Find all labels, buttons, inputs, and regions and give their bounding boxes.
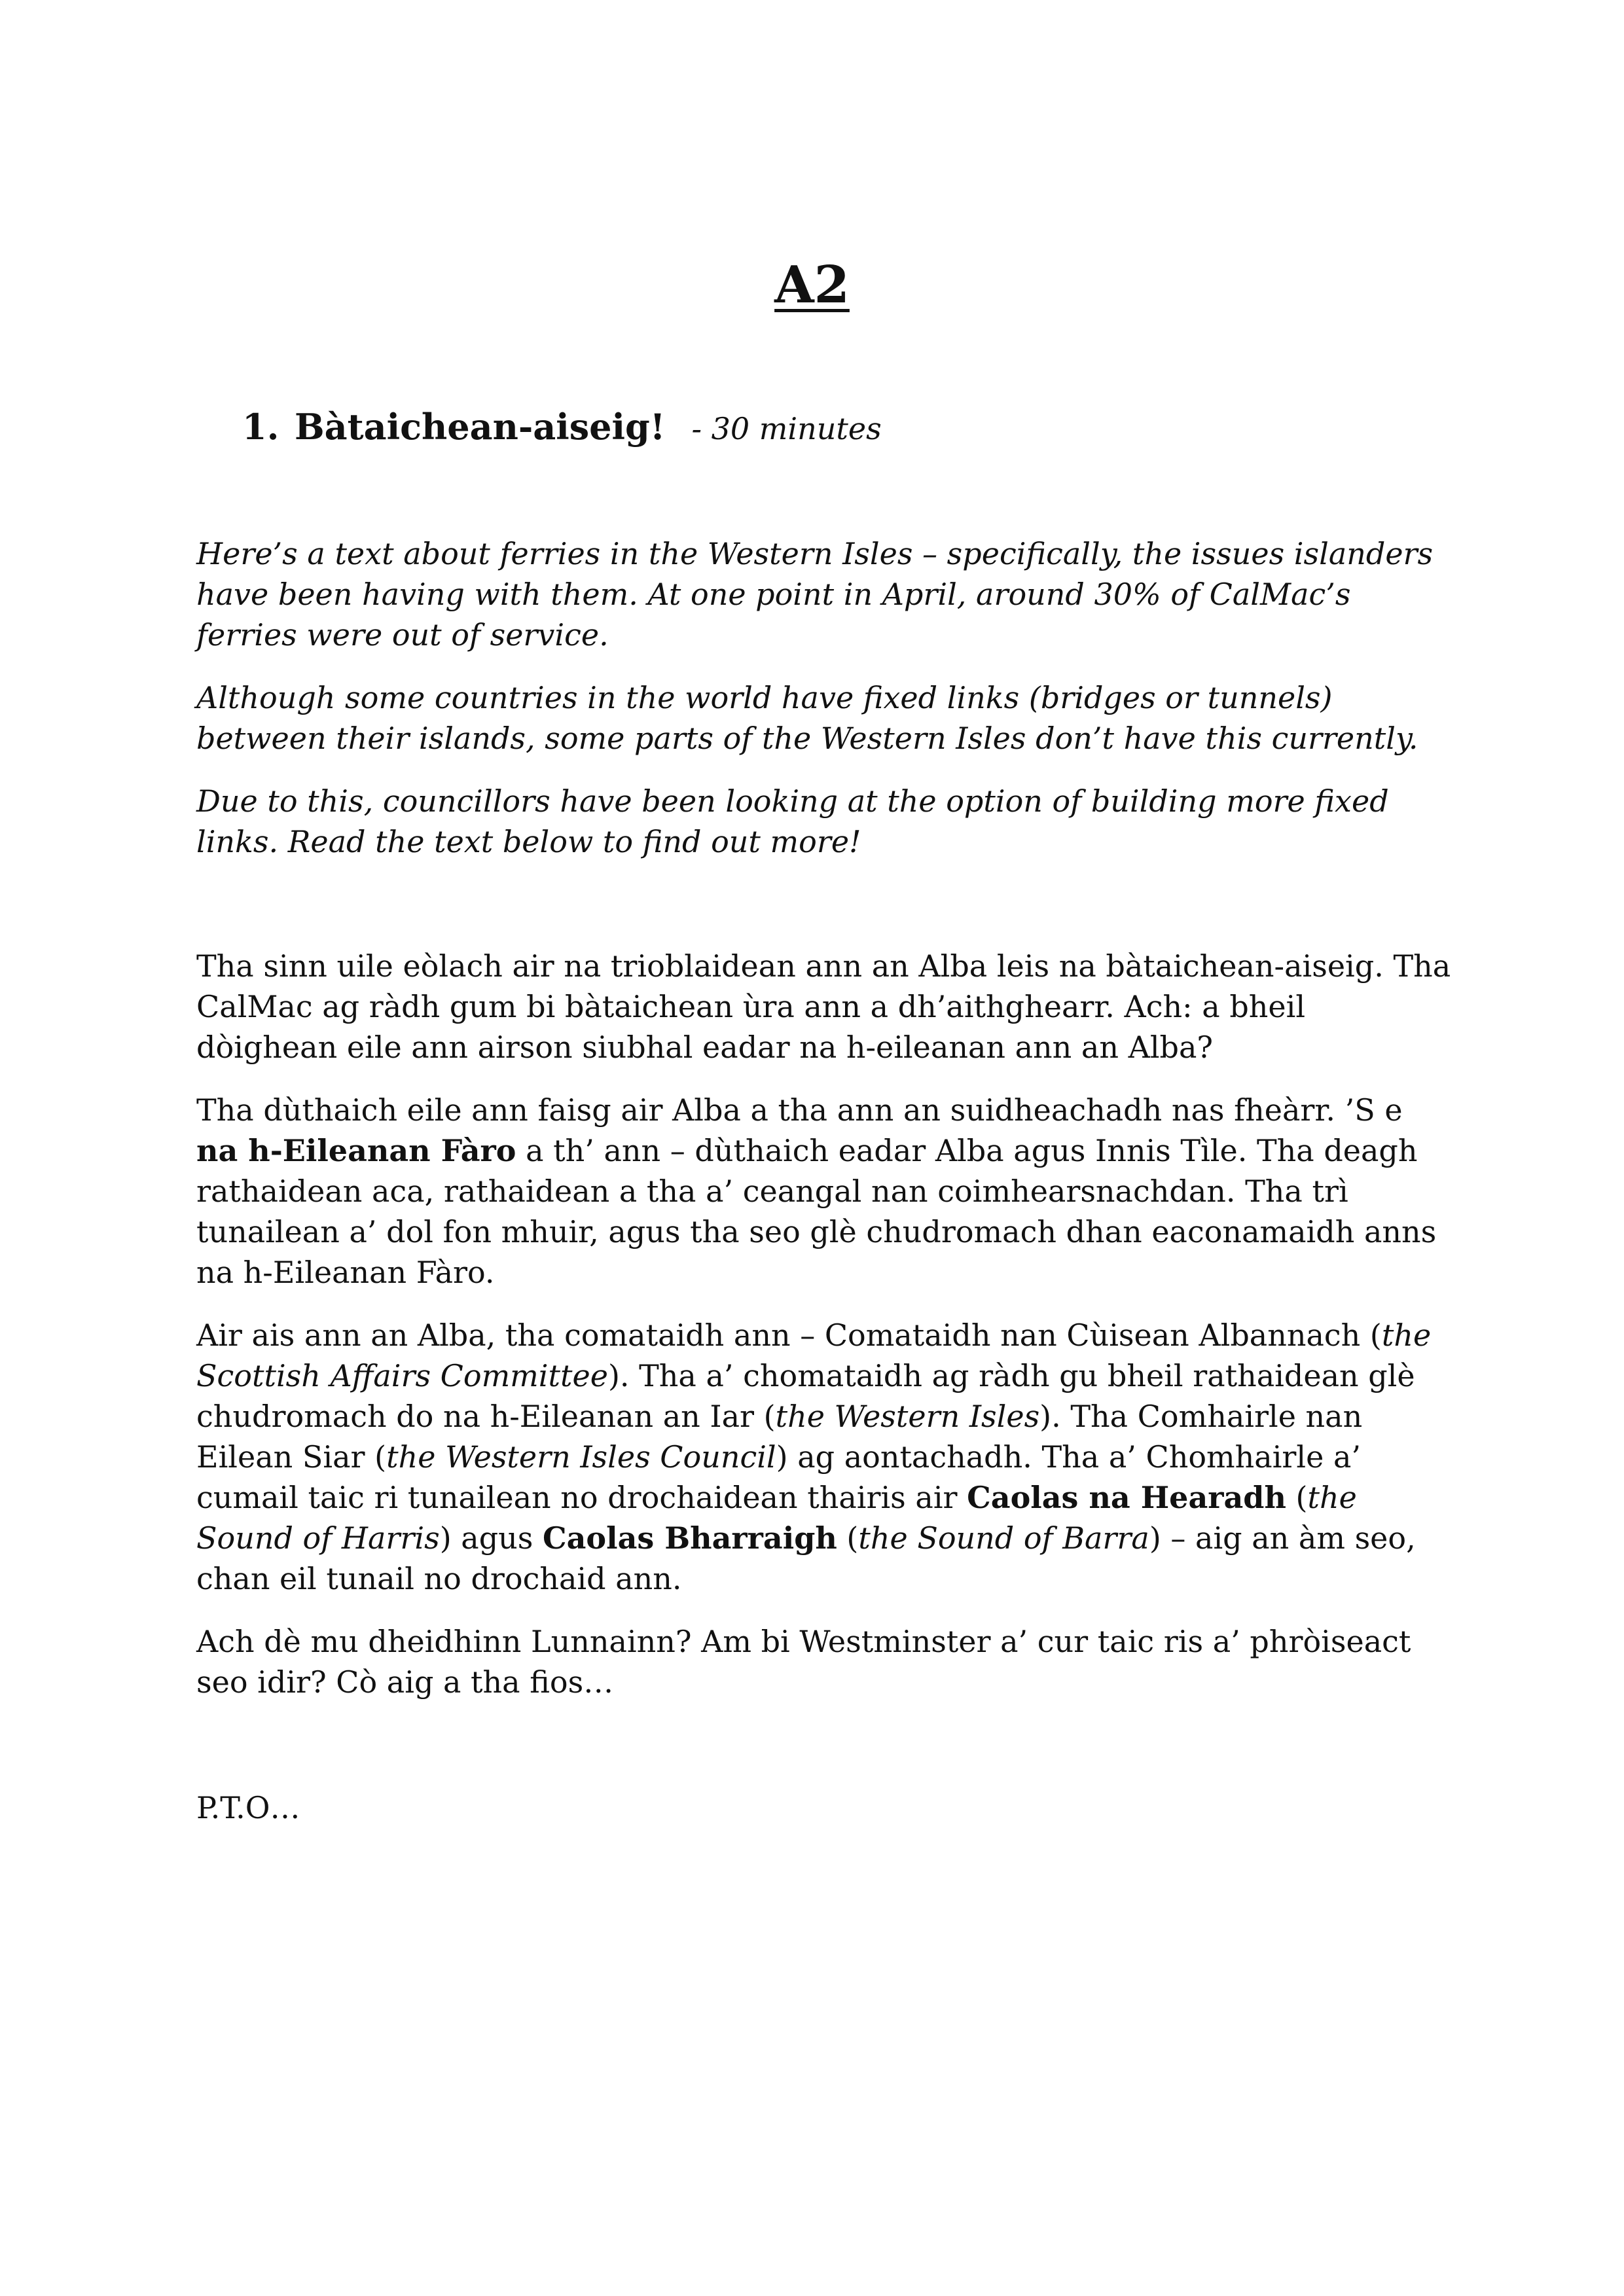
english-gloss: the Scottish Affairs Committee — [196, 1318, 1432, 1393]
reading-text — [196, 946, 1453, 1725]
bold-term: Caolas Bharraigh — [543, 1520, 837, 1556]
please-turn-over: P.T.O… — [196, 1790, 300, 1825]
text-run: Air ais ann an Alba, tha comataidh ann – Comataidh nan Cùisean Albannach ( — [196, 1318, 1382, 1353]
intro-paragraph: Due to this, councillors have been looking at the option of building more fixed links. Read the text below to find out more! — [196, 783, 1389, 859]
task-heading — [242, 406, 882, 448]
english-gloss: the Western Isles Council — [386, 1439, 776, 1475]
reading-paragraph-2 — [196, 1090, 1453, 1293]
text-run: ). Tha Comhairle nan Eilean Siar ( — [196, 1399, 1363, 1475]
bold-term: na h-Eileanan Fàro — [196, 1133, 516, 1168]
task-title: Bàtaichean-aiseig! — [295, 406, 666, 448]
english-gloss: the Sound of Barra — [858, 1520, 1149, 1556]
english-gloss: the Sound of Harris — [196, 1480, 1357, 1556]
text-run: a th’ ann – dùthaich eadar Alba agus Innis Tìle. Tha deagh rathaidean aca, rathaidean a tha a’ ceangal nan coimhearsnachdan. Tha trì tunailean a’ dol fon mhuir, agus tha seo glè chudromach dhan eaconamaidh anns na h-Eileanan Fàro. — [196, 1133, 1437, 1290]
bold-term: Caolas na Hearadh — [967, 1480, 1286, 1515]
reading-paragraph-4: Ach dè mu dheidhinn Lunnainn? Am bi Westminster a’ cur taic ris a’ phròiseact seo idir? Cò aig a tha fios… — [196, 1624, 1411, 1700]
text-run: ) – aig an àm seo, chan eil tunail no drochaid ann. — [196, 1520, 1416, 1596]
level-heading: A2 — [774, 255, 850, 315]
text-run: Tha dùthaich eile ann faisg air Alba a tha ann an suidheachadh nas fheàrr. ’S e — [196, 1092, 1403, 1128]
text-run: ( — [1286, 1480, 1308, 1515]
text-run: ( — [837, 1520, 859, 1556]
task-number: 1. — [242, 406, 280, 448]
intro-instructions — [196, 533, 1453, 884]
reading-paragraph-1: Tha sinn uile eòlach air na trioblaidean ann an Alba leis na bàtaichean-aiseig. Tha CalMac ag ràdh gum bi bàtaichean ùra ann a dh’aithghearr. Ach: a bheil dòighean eile ann airson siubhal eadar na h-eileanan ann an Alba? — [196, 948, 1451, 1065]
english-gloss: the Western Isles — [775, 1399, 1040, 1434]
intro-paragraph: Although some countries in the world have fixed links (bridges or tunnels) between their islands, some parts of the Western Isles don’t have this currently. — [196, 680, 1418, 756]
intro-paragraph: Here’s a text about ferries in the Western Isles – specifically, the issues islanders have been having with them. At one point in April, around 30% of CalMac’s ferries were out of service. — [196, 536, 1434, 653]
reading-paragraph-3 — [196, 1315, 1453, 1599]
text-run: ) ag aontachadh. Tha a’ Chomhairle a’ cumail taic ri tunailean no drochaidean thairis air — [196, 1439, 1362, 1515]
text-run: ) agus — [439, 1520, 543, 1556]
task-time: - 30 minutes — [691, 411, 882, 446]
text-run: ). Tha a’ chomataidh ag ràdh gu bheil rathaidean glè chudromach do na h-Eileanan an Iar ( — [196, 1358, 1415, 1434]
